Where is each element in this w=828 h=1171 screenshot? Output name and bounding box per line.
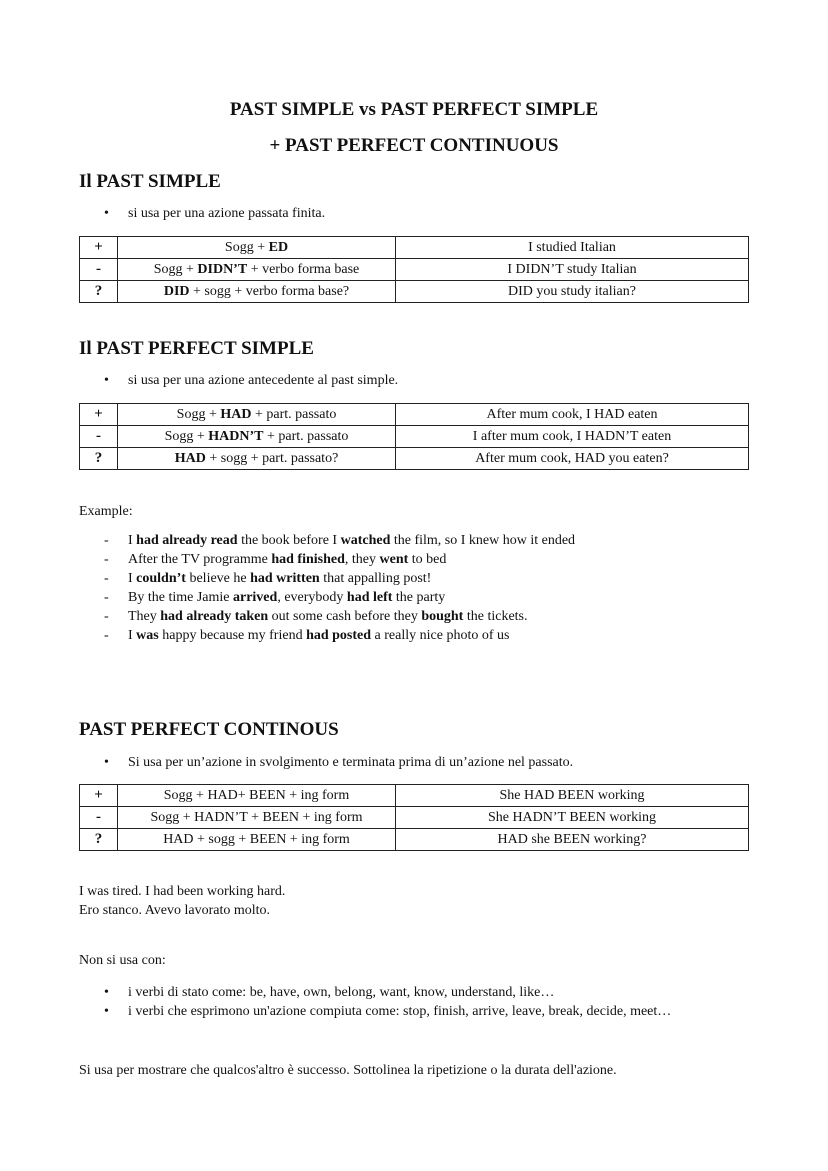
bold-text: went	[379, 552, 409, 567]
text-segment: HAD + sogg + BEEN + ing form	[163, 831, 350, 847]
text-segment: + verbo forma base	[247, 261, 360, 277]
text-segment: I	[128, 533, 137, 548]
text-segment: Sogg + HAD+ BEEN + ing form	[163, 787, 350, 803]
example-cell: After mum cook, I HAD eaten	[396, 404, 749, 426]
sign-cell: -	[80, 259, 118, 281]
table-row	[80, 785, 749, 807]
dash-marker: -	[104, 552, 109, 567]
sign-cell: +	[80, 785, 118, 807]
bold-text: arrived	[232, 590, 278, 605]
text-segment: + sogg + verbo forma base?	[189, 283, 350, 299]
sign-cell: -	[80, 807, 118, 829]
bold-text: had written	[250, 571, 320, 586]
text-segment: + part. passato	[263, 428, 349, 444]
structure-cell	[118, 281, 396, 303]
structure-cell	[118, 785, 396, 807]
text-segment: + part. passato	[251, 406, 337, 422]
tired-english: I was tired. I had been working hard.	[79, 884, 286, 899]
example-cell: She HADN’T BEEN working	[396, 807, 749, 829]
text-segment: the film, so I knew how it ended	[390, 533, 576, 548]
sign-cell: -	[80, 426, 118, 448]
bold-text: ED	[268, 239, 289, 255]
example-sentence	[128, 552, 446, 568]
text-segment: out some cash before they	[268, 609, 422, 624]
past-perfect-continuous-heading: PAST PERFECT CONTINOUS	[79, 719, 339, 740]
bullet-icon: •	[104, 755, 109, 770]
example-cell: I DIDN’T study Italian	[396, 259, 749, 281]
text-segment: I	[128, 571, 137, 586]
bullet-icon: •	[104, 985, 109, 1000]
document-page: PAST SIMPLE vs PAST PERFECT SIMPLE + PAST PERFECT CONTINUOUS Il PAST SIMPLE • si usa per una azione passata finita. + Sogg + ED I studied Italian - Sogg + DIDN’T + verbo forma base I DIDN’T study Italian ? DID + sogg + verbo forma base? DID you study italian? Il PAST PERFECT SIMPLE • si usa per una azione antecedente al past simple. + Sogg + HAD + part. passato After mum cook, I HAD eaten - Sogg + HADN’T + part. passato I after mum cook, I HADN’T eaten ? HAD + sogg + part. passato? After mum cook, HAD you eaten? Example: - I had already read the book before I watched the film, so I knew how it ended - After the TV programme had finished, they went to bed - I couldn’t believe he had written that appalling post! - By the time Jamie arrived, everybody had left the party - They had already taken out some cash before they bought the tickets. - I was happy because my friend had posted a really nice photo of us PAST PERFECT CONTINOUS • Si usa per un’azione in svolgimento e terminata prima di un’azione nel passato. + Sogg + HAD+ BEEN + ing form She HAD BEEN working - Sogg + HADN’T + BEEN + ing form She HADN’T BEEN working ? HAD + sogg + BEEN + ing form HAD she BEEN working? I was tired. I had been working hard. Ero stanco. Avevo lavorato molto. Non si usa con: • i verbi di stato come: be, have, own, belong, want, know, understand, like… • i verbi che esprimono un'azione compiuta come: stop, finish, arrive, leave, break, decide, meet… Si usa per mostrare che qualcos'altro è successo. Sottolinea la ripetizione o la durata dell'azione.	[0, 0, 828, 1171]
past-simple-table	[79, 236, 749, 303]
text-segment: the party	[392, 590, 446, 605]
sign-cell: ?	[80, 448, 118, 470]
structure-cell	[118, 807, 396, 829]
past-perfect-continuous-table	[79, 784, 749, 851]
table-row	[80, 404, 749, 426]
bold-text: HAD	[220, 406, 252, 422]
dash-marker: -	[104, 609, 109, 624]
bullet-icon: •	[104, 1004, 109, 1019]
table-row	[80, 426, 749, 448]
text-segment: believe he	[185, 571, 251, 586]
bold-text: had left	[346, 590, 393, 605]
bold-text: had finished	[271, 552, 345, 567]
bold-text: HAD	[174, 450, 206, 466]
sign-cell: ?	[80, 281, 118, 303]
sign-cell: +	[80, 237, 118, 259]
text-segment: happy because my friend	[158, 628, 307, 643]
text-segment: Sogg +	[176, 406, 221, 422]
example-sentence	[128, 609, 528, 625]
past-simple-heading: Il PAST SIMPLE	[79, 171, 221, 192]
bold-text: HADN’T	[208, 428, 264, 444]
example-cell: I after mum cook, I HADN’T eaten	[396, 426, 749, 448]
text-segment: After the TV programme	[128, 552, 272, 567]
table-row	[80, 259, 749, 281]
past-perfect-simple-table	[79, 403, 749, 470]
structure-cell	[118, 237, 396, 259]
closing-note: Si usa per mostrare che qualcos'altro è successo. Sottolinea la ripetizione o la durata dell'azione.	[79, 1063, 617, 1078]
table-row	[80, 237, 749, 259]
bold-text: DIDN’T	[197, 261, 248, 277]
bold-text: was	[136, 628, 159, 643]
structure-cell	[118, 426, 396, 448]
example-sentence	[128, 533, 575, 549]
page-title-line-1: PAST SIMPLE vs PAST PERFECT SIMPLE	[229, 99, 599, 120]
page-title-line-2: + PAST PERFECT CONTINUOUS	[269, 135, 559, 156]
not-used-label: Non si usa con:	[79, 953, 166, 968]
example-cell: After mum cook, HAD you eaten?	[396, 448, 749, 470]
example-sentence	[128, 628, 509, 644]
dash-marker: -	[104, 571, 109, 586]
sign-cell: ?	[80, 829, 118, 851]
example-sentence	[128, 590, 445, 606]
example-cell: HAD she BEEN working?	[396, 829, 749, 851]
example-cell: I studied Italian	[396, 237, 749, 259]
text-segment: that appalling post!	[319, 571, 432, 586]
table-row	[80, 281, 749, 303]
text-segment: By the time Jamie	[128, 590, 233, 605]
text-segment: a really nice photo of us	[371, 628, 510, 643]
structure-cell	[118, 829, 396, 851]
sign-cell: +	[80, 404, 118, 426]
examples-label: Example:	[79, 504, 133, 519]
text-segment: to bed	[408, 552, 447, 567]
table-row	[80, 829, 749, 851]
text-segment: Sogg + HADN’T + BEEN + ing form	[150, 809, 363, 825]
bold-text: watched	[340, 533, 391, 548]
dash-marker: -	[104, 590, 109, 605]
example-sentence	[128, 571, 431, 587]
table-row	[80, 807, 749, 829]
structure-cell	[118, 259, 396, 281]
text-segment: Sogg +	[153, 261, 198, 277]
table-row	[80, 448, 749, 470]
bold-text: had posted	[306, 628, 372, 643]
bold-text: couldn’t	[136, 571, 186, 586]
bold-text: bought	[421, 609, 464, 624]
bold-text: DID	[163, 283, 190, 299]
tired-italian: Ero stanco. Avevo lavorato molto.	[79, 903, 271, 918]
example-cell: DID you study italian?	[396, 281, 749, 303]
text-segment: , everybody	[277, 590, 347, 605]
dash-marker: -	[104, 628, 109, 643]
bold-text: had already taken	[160, 609, 269, 624]
text-segment: They	[128, 609, 161, 624]
bold-text: had already read	[136, 533, 238, 548]
text-segment: the tickets.	[463, 609, 528, 624]
structure-cell	[118, 404, 396, 426]
past-perfect-simple-heading: Il PAST PERFECT SIMPLE	[79, 338, 314, 359]
text-segment: the book before I	[237, 533, 341, 548]
dash-marker: -	[104, 533, 109, 548]
text-segment: Sogg +	[224, 239, 269, 255]
text-segment: , they	[344, 552, 380, 567]
structure-cell	[118, 448, 396, 470]
text-segment: + sogg + part. passato?	[205, 450, 339, 466]
text-segment: Sogg +	[164, 428, 209, 444]
bullet-icon: •	[104, 206, 109, 221]
example-cell: She HAD BEEN working	[396, 785, 749, 807]
bullet-icon: •	[104, 373, 109, 388]
text-segment: I	[128, 628, 137, 643]
